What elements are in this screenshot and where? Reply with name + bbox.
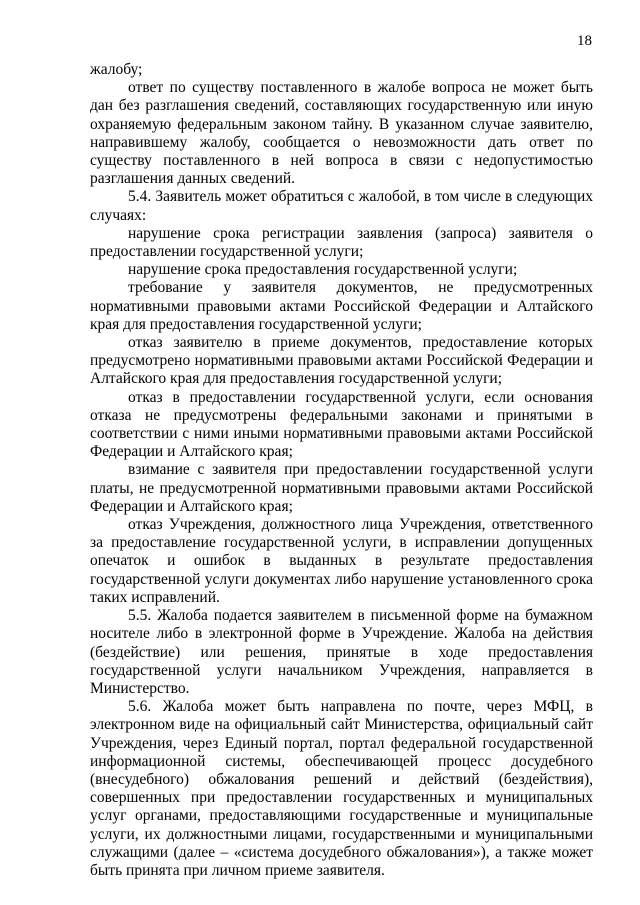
- paragraph-secrecy-answer: ответ по существу поставленного в жалобе вопроса не может быть дан без разглашения сведений, составляющих государственную или иную охраняемую федеральным законом тайну. В указанном случае заявителю, направившему жалобу, сообщается о невозможности дать ответ по существу поставленного в ней вопроса в связи с недопустимостью разглашения данных сведений.: [90, 79, 593, 188]
- paragraph-section-5-6: 5.6. Жалоба может быть направлена по почте, через МФЦ, в электронном виде на официальный сайт Министерства, официальный сайт Учреждения, через Единый портал, портал федеральной государственной информационной системы, обеспечивающей процесс досудебного (внесудебного) обжалования решений и действий (бездействия), совершенных при предоставлении государственных и муниципальных услуг органами, предоставляющими государственные и муниципальные услуги, их должностными лицами, государственными и муниципальными служащими (далее – «система досудебного обжалования»), а также может быть принята при личном приеме заявителя.: [90, 698, 593, 879]
- paragraph-continuation: жалобу;: [90, 61, 143, 78]
- list-item-deadline-violation: нарушение срока предоставления государственной услуги;: [128, 261, 518, 279]
- document-body: [90, 61, 593, 880]
- list-item-fee-collection: взимание с заявителя при предоставлении государственной услуги платы, не предусмотренной нормативными правовыми актами Российской Федерации и Алтайского края;: [90, 461, 593, 515]
- page-number: 18: [577, 33, 592, 49]
- list-item-service-refusal: отказ в предоставлении государственной услуги, если основания отказа не предусмотрены федеральными законами и принятыми в соответствии с ними иными нормативными правовыми актами Российской Федерации и Алтайского края;: [90, 388, 593, 461]
- list-item-acceptance-refusal: отказ заявителю в приеме документов, предоставление которых предусмотрено нормативными правовыми актами Российской Федерации и Алтайского края для предоставления государственной услуги;: [90, 334, 593, 388]
- list-item-document-requirement: требование у заявителя документов, не предусмотренных нормативными правовыми актами Российской Федерации и Алтайского края для предоставления государственной услуги;: [90, 279, 593, 333]
- list-item-registration-violation: нарушение срока регистрации заявления (запроса) заявителя о предоставлении государственной услуги;: [90, 224, 593, 261]
- paragraph-section-5-4: 5.4. Заявитель может обратиться с жалобой, в том числе в следующих случаях:: [90, 188, 593, 224]
- list-item-correction-refusal: отказ Учреждения, должностного лица Учреждения, ответственного за предоставление государственной услуги, в исправлении допущенных опечаток и ошибок в выданных в результате предоставления государственной услуги документах либо нарушение установленного срока таких исправлений.: [90, 516, 593, 606]
- paragraph-section-5-5: 5.5. Жалоба подается заявителем в письменной форме на бумажном носителе либо в электронной форме в Учреждение. Жалоба на действия (бездействие) или решения, принятые в ходе предоставления государственной услуги начальником Учреждения, направляется в Министерство.: [90, 607, 593, 697]
